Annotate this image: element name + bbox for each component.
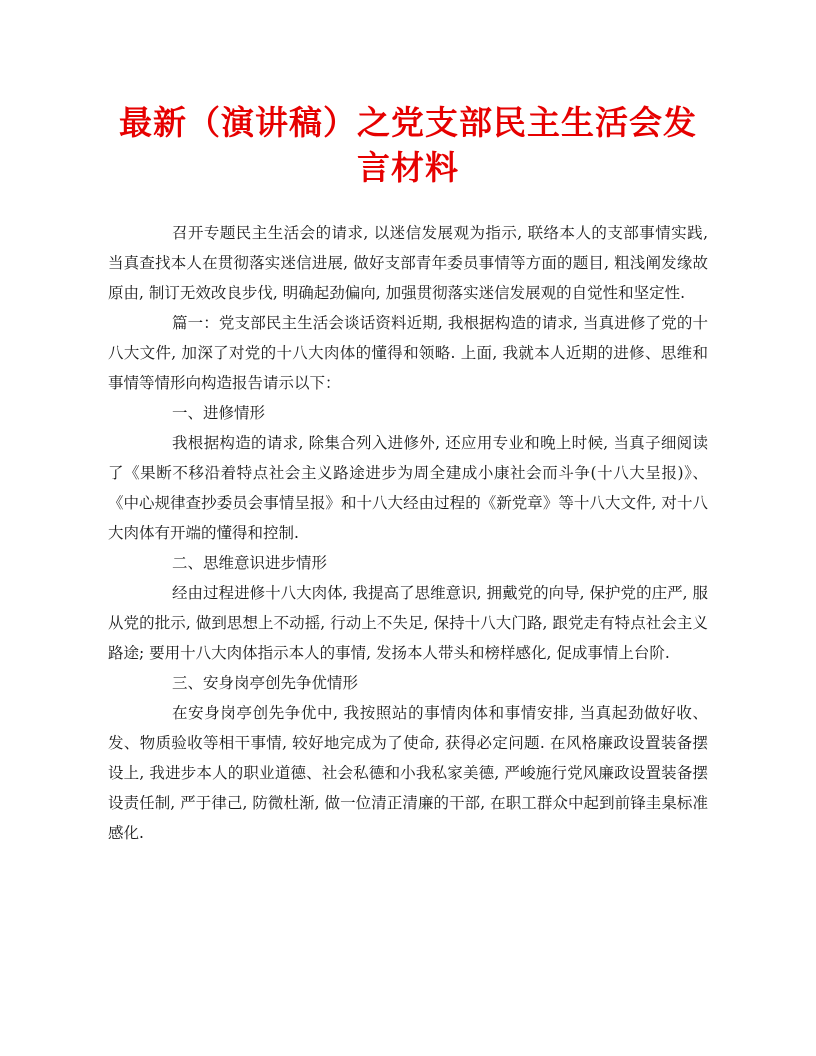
paragraph-post: 在安身岗亭创先争优中, 我按照站的事情肉体和事情安排, 当真起劲做好收、发、物质验收等相干事情, 较好地完成为了使命, 获得必定问题. 在风格廉政设置装备摆设上, 我进步本人的职业道德、社会私德和小我私家美德, 严峻施行党风廉政设置装备摆设责任制, 严于律己, 防微杜渐, 做一位清正清廉的干部, 在职工群众中起到前锋圭臬标准感化. xyxy=(108,704,708,842)
section-heading-study: 一、进修情形 xyxy=(172,404,266,422)
paragraph-study: 我根据构造的请求, 除集合列入进修外, 还应用专业和晚上时候, 当真子细阅读了《果断不移沿着特点社会主义路途进步为周全建成小康社会而斗争(十八大呈报)》、《中心规律查抄委员会事情呈报》和十八大经由过程的《新党章》等十八大文件, 对十八大肉体有开端的懂得和控制. xyxy=(108,434,708,542)
document-title xyxy=(108,100,708,190)
paragraph-intro: 召开专题民主生活会的请求, 以迷信发展观为指示, 联络本人的支部事情实践, 当真查找本人在贯彻落实迷信进展, 做好支部青年委员事情等方面的题目, 粗浅阐发缘故原由, 制订无效改良步伐, 明确起劲偏向, 加强贯彻落实迷信发展观的自觉性和坚定性. xyxy=(108,224,708,302)
document-body xyxy=(108,218,708,848)
title-line-1: 最新（演讲稿）之党支部民主生活会发 xyxy=(119,103,697,142)
section-heading-post: 三、安身岗亭创先争优情形 xyxy=(172,674,359,692)
paragraph-thinking: 经由过程进修十八大肉体, 我提高了思维意识, 拥戴党的向导, 保护党的庄严, 服从党的批示, 做到思想上不动摇, 行动上不失足, 保持十八大门路, 跟党走有特点社会主义路途; 要用十八大肉体指示本人的事情, 发扬本人带头和榜样感化, 促成事情上台阶. xyxy=(108,584,708,662)
title-line-2: 言材料 xyxy=(357,148,459,187)
section-heading-thinking: 二、思维意识进步情形 xyxy=(172,554,328,572)
paragraph-part-one: 篇一：党支部民主生活会谈话资料近期, 我根据构造的请求, 当真进修了党的十八大文件, 加深了对党的十八大肉体的懂得和领略. 上面, 我就本人近期的进修、思维和事情等情形向构造报告请示以下： xyxy=(108,314,708,392)
